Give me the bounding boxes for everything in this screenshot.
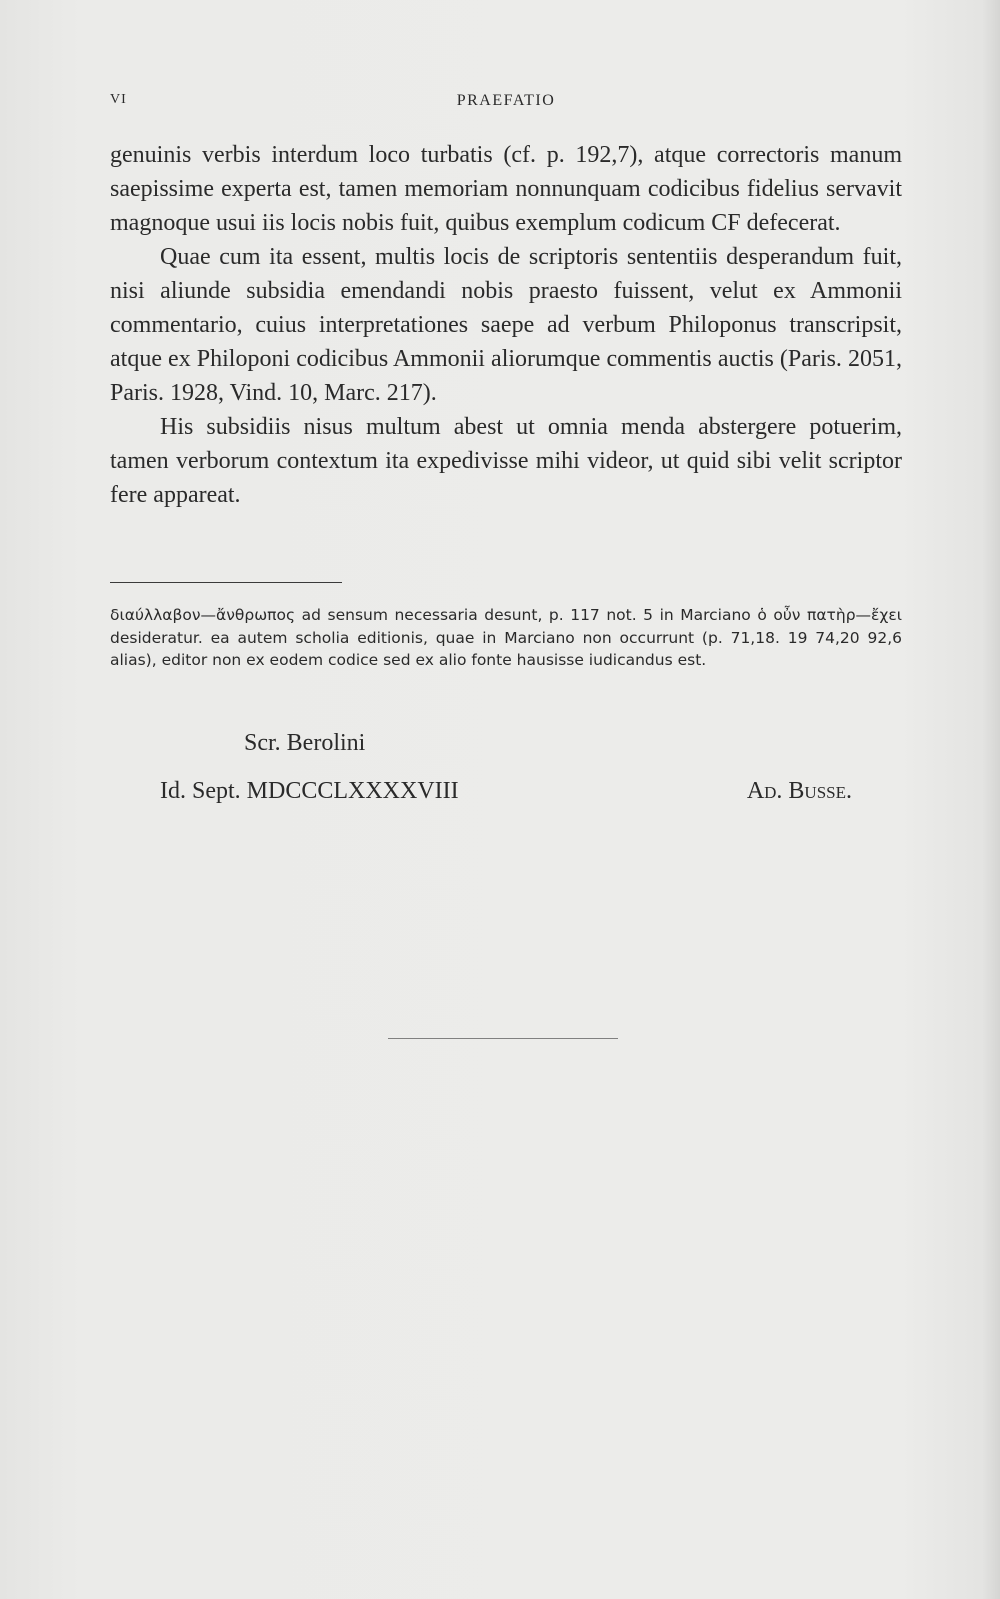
- closing-date: Id. Sept. MDCCCLXXXXVIII: [160, 778, 459, 804]
- show-through-rule: [388, 1038, 618, 1039]
- main-text: [110, 138, 902, 512]
- paragraph-2: Quae cum ita essent, multis locis de scriptoris sententiis desperandum fuit, nisi aliunde subsidia emendandi nobis praesto fuissent, velut ex Ammonii commentario, cuius interpretationes saepe ad verbum Philoponus transcripsit, atque ex Philoponi codicibus Ammonii aliorumque commentis auctis (Paris. 2051, Paris. 1928, Vind. 10, Marc. 217).: [110, 244, 902, 406]
- paragraph-3: His subsidiis nisus multum abest ut omnia menda abstergere potuerim, tamen verborum contextum ita expedivisse mihi videor, ut quid sibi velit scriptor fere appareat.: [110, 414, 902, 508]
- show-through-text: [100, 560, 920, 588]
- footnote-text: διαύλλαβον—ἄνθρωπος ad sensum necessaria desunt, p. 117 not. 5 in Marciano ὁ οὖν πατὴρ—ἔχει desideratur. ea autem scholia editionis, quae in Marciano non occurrunt (p. 71,18. 19 74,20 92,6 alias), editor non ex eodem codice sed ex alio fonte hausisse iudicandus est.: [110, 606, 902, 669]
- page-edge-shadow: [982, 0, 1000, 1599]
- paragraph-1: genuinis verbis interdum loco turbatis (cf. p. 192,7), atque correctoris manum saepissime experta est, tamen memoriam nonnunquam codicibus fidelius servavit magnoque usui iis locis nobis fuit, quibus exemplum codicum CF defecerat.: [110, 142, 902, 236]
- closing-place: Scr. Berolini: [244, 730, 366, 756]
- running-title: PRAEFATIO: [456, 92, 556, 109]
- page-number: VI: [110, 92, 127, 107]
- page-header: [110, 92, 902, 114]
- footnote-rule: [110, 582, 342, 583]
- footnote: [110, 604, 902, 672]
- author-signature: Ad. Busse.: [746, 778, 852, 804]
